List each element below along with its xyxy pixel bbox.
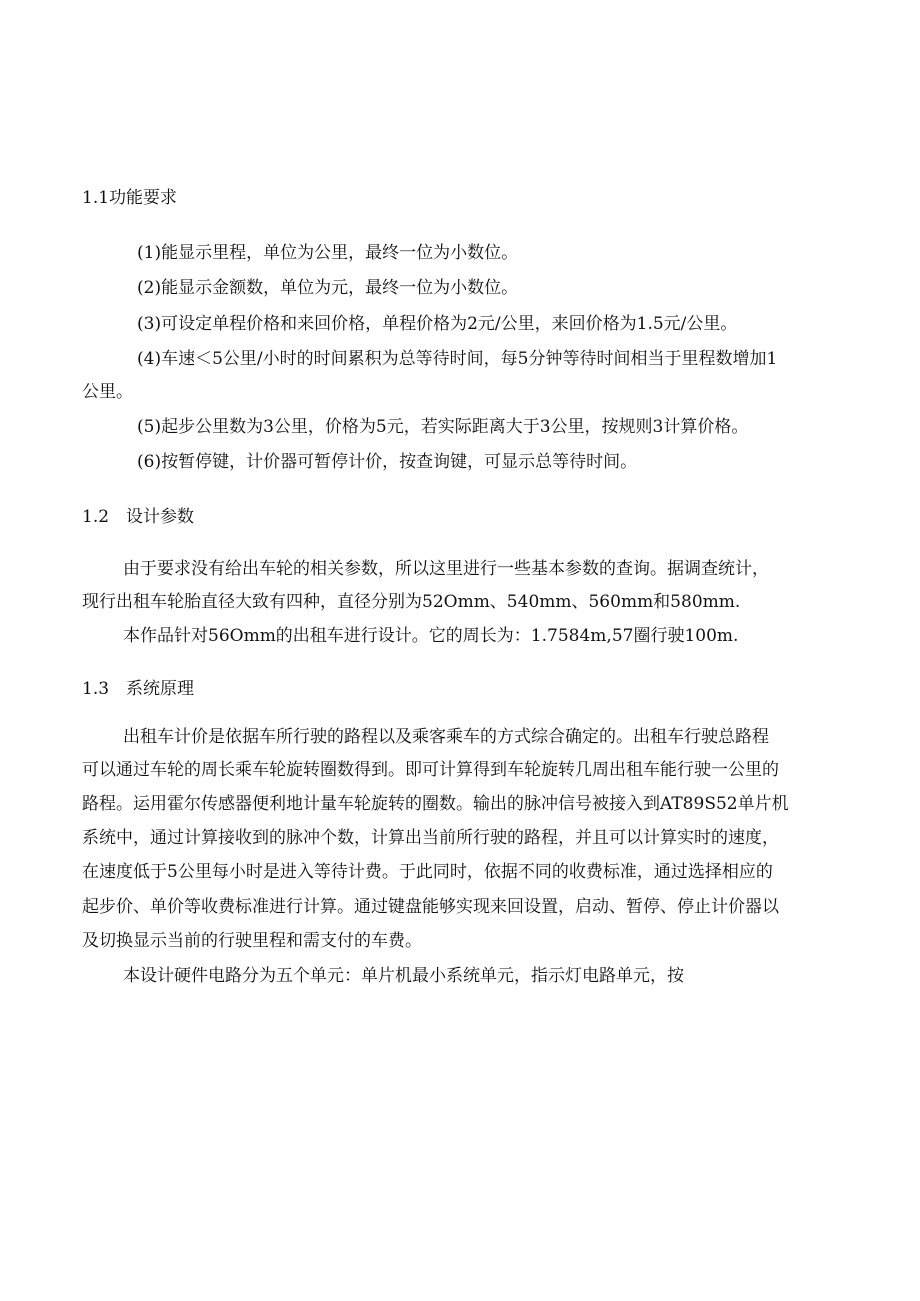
requirement-item-2: (2)能显示金额数，单位为元，最终一位为小数位。 [137,278,519,298]
paragraph-line: 本作品针对56Omm的出租车进行设计。它的周长为：1.7584m,57圈行驶100m. [123,626,739,646]
requirement-item-6: (6)按暂停键，计价器可暂停计价，按查询键，可显示总等待时间。 [137,452,638,472]
section-number: 1.3 [82,679,110,699]
section-title: 功能要求 [109,188,178,208]
paragraph-line: 起步价、单价等收费标准进行计算。通过键盘能够实现来回设置，启动、暂停、停止计价器以 [82,897,779,917]
paragraph-line: 在速度低于5公里每小时是进入等待计费。于此同时，依据不同的收费标准，通过选择相应的 [82,862,773,882]
paragraph-line: 可以通过车轮的周长乘车轮旋转圈数得到。即可计算得到车轮旋转几周出租车能行驶一公里的 [82,760,779,780]
section-number: 1.1 [82,188,110,208]
requirement-item-5: (5)起步公里数为3公里，价格为5元，若实际距离大于3公里，按规则3计算价格。 [137,417,749,437]
paragraph-line: 由于要求没有给出车轮的相关参数，所以这里进行一些基本参数的查询。据调查统计， [123,559,769,579]
paragraph-line: 本设计硬件电路分为五个单元：单片机最小系统单元，指示灯电路单元，按 [123,966,684,986]
requirement-item-3: (3)可设定单程价格和来回价格，单程价格为2元/公里，来回价格为1.5元/公里。 [137,314,738,334]
section-heading-1-2 [82,505,194,529]
section-title: 设计参数 [126,507,194,527]
section-title: 系统原理 [126,679,194,699]
requirement-item-4-continued: 公里。 [82,382,133,402]
paragraph-line: 系统中，通过计算接收到的脉冲个数，计算出当前所行驶的路程，并且可以计算实时的速度， [82,828,779,848]
section-number: 1.2 [82,507,110,527]
requirement-item-4: (4)车速＜5公里/小时的时间累积为总等待时间，每5分钟等待时间相当于里程数增加1 [137,349,778,369]
section-heading-1-1 [82,186,177,210]
paragraph-line: 现行出租车轮胎直径大致有四种，直径分别为52Omm、540mm、560mm和580mm. [82,592,741,612]
section-heading-1-3 [82,677,194,701]
paragraph-line: 路程。运用霍尔传感器便利地计量车轮旋转的圈数。输出的脉冲信号被接入到AT89S52单片机 [82,794,789,814]
paragraph-line: 及切换显示当前的行驶里程和需支付的车费。 [82,931,422,951]
requirement-item-1: (1)能显示里程，单位为公里，最终一位为小数位。 [137,243,519,263]
paragraph-line: 出租车计价是依据车所行驶的路程以及乘客乘车的方式综合确定的。出租车行驶总路程 [123,727,769,747]
